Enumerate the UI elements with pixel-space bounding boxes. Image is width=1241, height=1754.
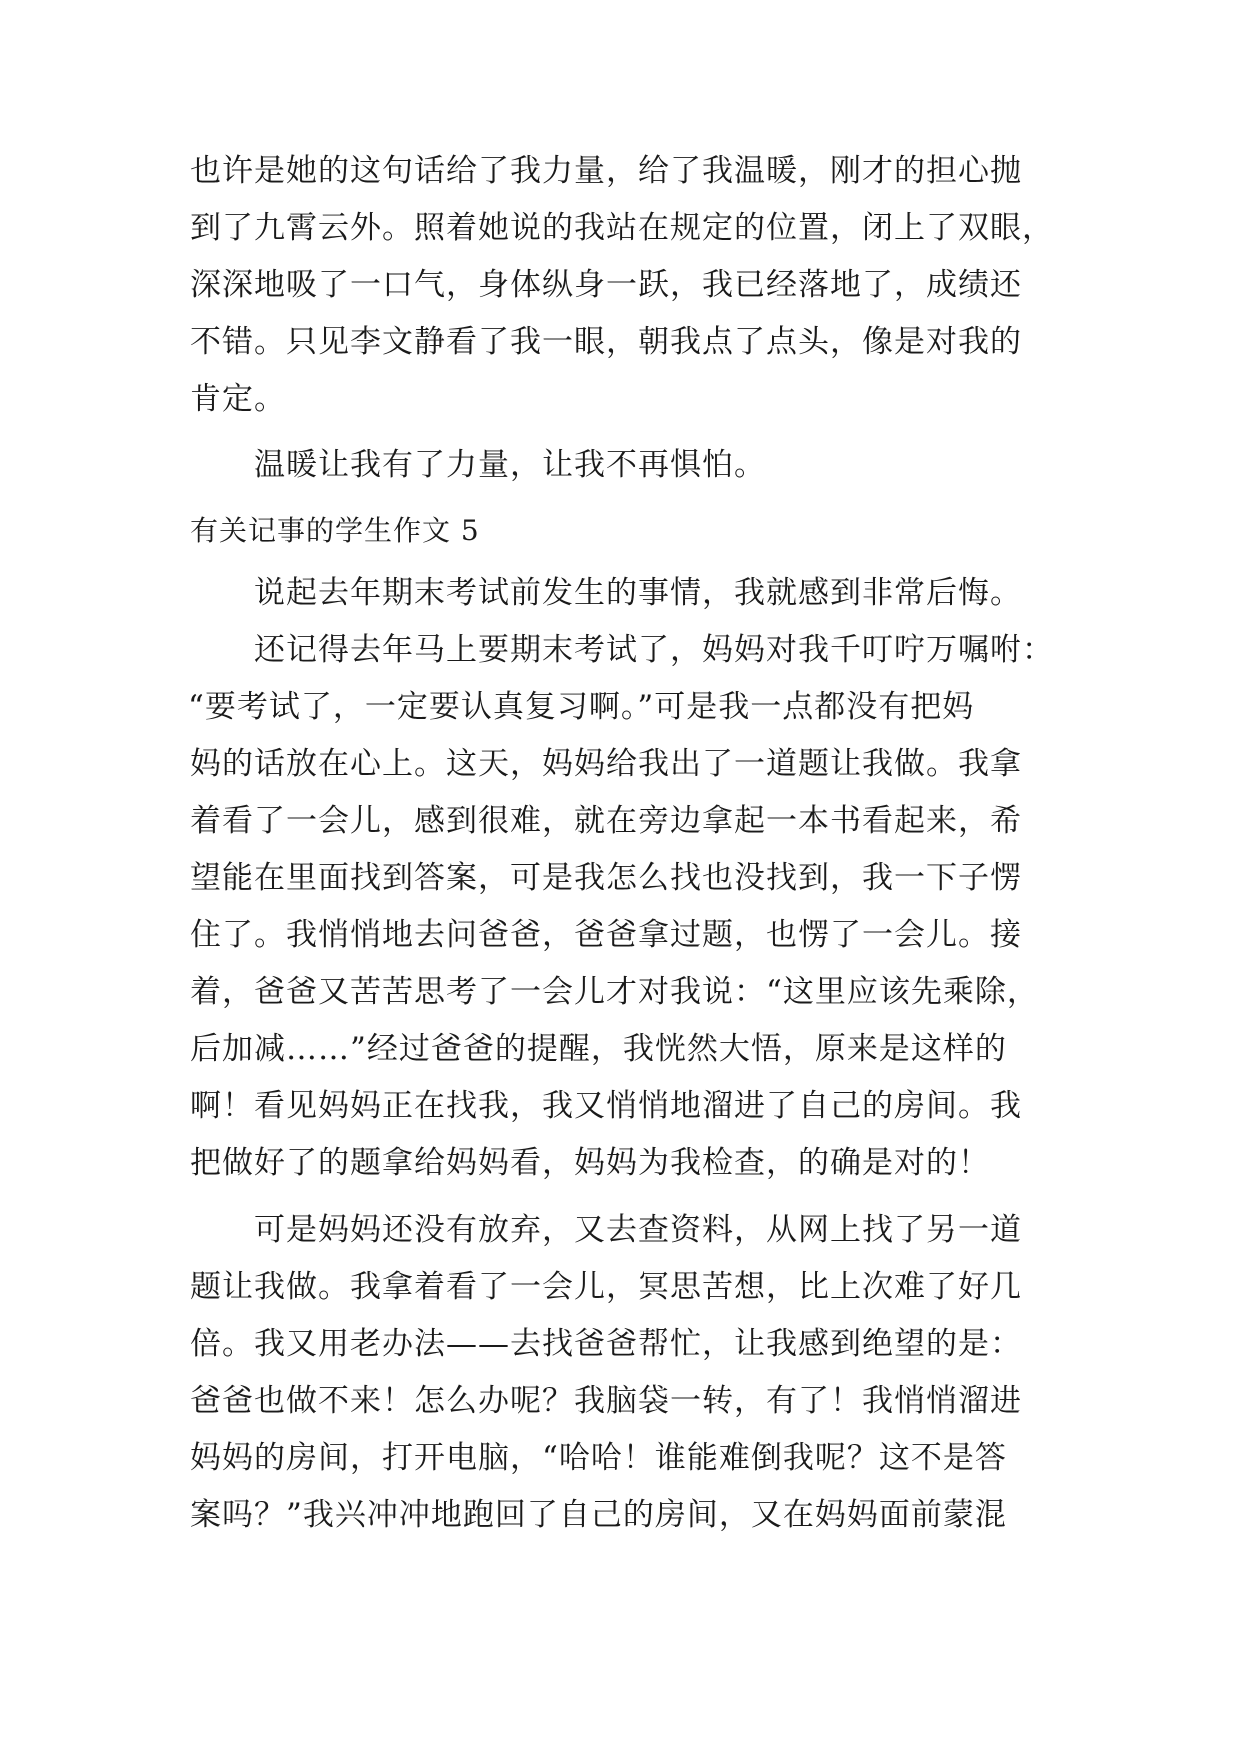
text-line: 深深地吸了一口气，身体纵身一跃，我已经落地了，成绩还 <box>190 267 1022 303</box>
text-line: 妈的话放在心上。这天，妈妈给我出了一道题让我做。我拿 <box>190 746 1022 782</box>
text-line: 妈妈的房间，打开电脑，“哈哈！谁能难倒我呢？这不是答 <box>190 1440 1007 1476</box>
text-line: 着，爸爸又苦苦思考了一会儿才对我说：“这里应该先乘除， <box>190 974 1039 1010</box>
text-line: 啊！看见妈妈正在找我，我又悄悄地溜进了自己的房间。我 <box>190 1088 1022 1124</box>
paragraph-first-line: 说起去年期末考试前发生的事情，我就感到非常后悔。 <box>254 575 1022 611</box>
text-line: 望能在里面找到答案，可是我怎么找也没找到，我一下子愣 <box>190 860 1022 896</box>
text-line: 案吗？”我兴冲冲地跑回了自己的房间，又在妈妈面前蒙混 <box>190 1497 1007 1533</box>
section-heading: 有关记事的学生作文 5 <box>190 514 480 547</box>
text-line: 住了。我悄悄地去问爸爸，爸爸拿过题，也愣了一会儿。接 <box>190 917 1022 953</box>
paragraph-first-line: 还记得去年马上要期末考试了，妈妈对我千叮咛万嘱咐： <box>254 632 1054 668</box>
text-line: 后加减……”经过爸爸的提醒，我恍然大悟，原来是这样的 <box>190 1031 1007 1067</box>
text-line: 着看了一会儿，感到很难，就在旁边拿起一本书看起来，希 <box>190 803 1022 839</box>
paragraph-first-line: 可是妈妈还没有放弃，又去查资料，从网上找了另一道 <box>254 1212 1022 1248</box>
text-line: “要考试了，一定要认真复习啊。”可是我一点都没有把妈 <box>188 689 975 725</box>
paragraph-first-line: 温暖让我有了力量，让我不再惧怕。 <box>254 447 766 483</box>
text-line: 倍。我又用老办法——去找爸爸帮忙，让我感到绝望的是： <box>190 1326 1022 1362</box>
text-line: 不错。只见李文静看了我一眼，朝我点了点头，像是对我的 <box>190 324 1022 360</box>
text-line: 题让我做。我拿着看了一会儿，冥思苦想，比上次难了好几 <box>190 1269 1022 1305</box>
text-line: 把做好了的题拿给妈妈看，妈妈为我检查，的确是对的！ <box>190 1145 990 1181</box>
text-line: 肯定。 <box>190 381 286 417</box>
text-line: 到了九霄云外。照着她说的我站在规定的位置，闭上了双眼， <box>190 210 1054 246</box>
text-line: 也许是她的这句话给了我力量，给了我温暖，刚才的担心抛 <box>190 153 1022 189</box>
text-line: 爸爸也做不来！怎么办呢？我脑袋一转，有了！我悄悄溜进 <box>190 1383 1022 1419</box>
